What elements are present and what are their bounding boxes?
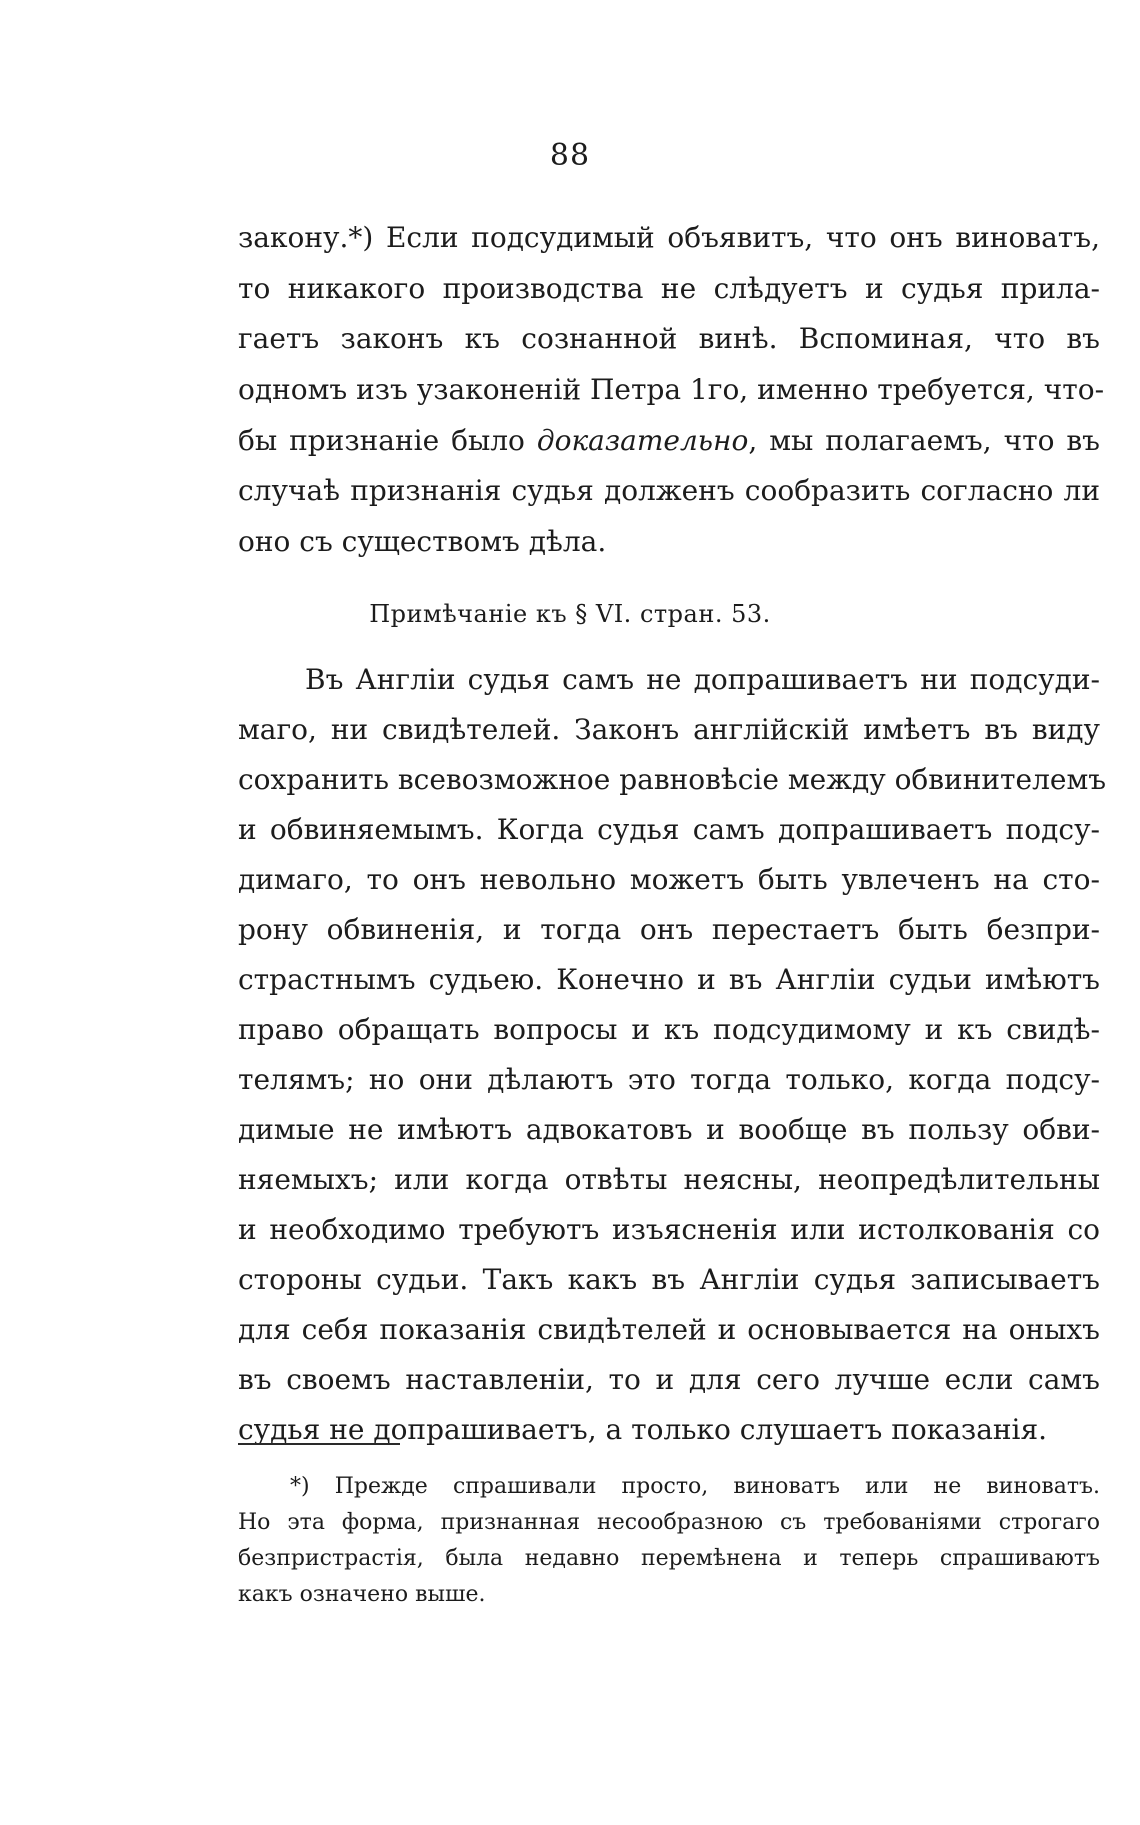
text-line: няемыхъ; или когда отвѣты неясны, неопредѣлительны <box>238 1163 1100 1196</box>
text-line: и обвиняемымъ. Когда судья самъ допрашиваетъ подсу- <box>238 813 1100 846</box>
footnote-line: безпристрастія, была недавно перемѣнена и теперь спрашиваютъ <box>238 1546 1100 1571</box>
text-line: Въ Англіи судья самъ не допрашиваетъ ни подсуди- <box>305 663 1100 696</box>
text-line: телямъ; но они дѣлаютъ это тогда только, когда подсу- <box>238 1063 1100 1096</box>
text-line: оно съ существомъ дѣла. <box>238 525 607 558</box>
page-number: 88 <box>549 138 591 173</box>
text-line: рону обвиненія, и тогда онъ перестаетъ быть безпри- <box>238 913 1100 946</box>
text-fragment: , мы полагаемъ, что въ <box>748 424 1100 457</box>
text-fragment: бы признаніе было <box>238 424 537 457</box>
text-line: димаго, то онъ невольно можетъ быть увлеченъ на сто- <box>238 863 1100 896</box>
text-line: димые не имѣютъ адвокатовъ и вообще въ пользу обви- <box>238 1113 1100 1146</box>
emphasized-word: доказательно <box>536 424 749 457</box>
note-heading: Примѣчаніе къ § VI. стран. 53. <box>369 600 771 628</box>
text-line: для себя показанія свидѣтелей и основывается на оныхъ <box>238 1313 1100 1346</box>
text-line: одномъ изъ узаконеній Петра 1го, именно требуется, что- <box>238 373 1105 406</box>
text-line: и необходимо требуютъ изъясненія или истолкованія со <box>238 1213 1100 1246</box>
text-line-with-emphasis <box>238 421 1100 461</box>
text-line: право обращать вопросы и къ подсудимому и къ свидѣ- <box>238 1013 1100 1046</box>
text-line: то никакого производства не слѣдуетъ и судья прила- <box>238 272 1100 305</box>
footnote-line: Но эта форма, признанная несообразною съ требованіями строгаго <box>238 1510 1100 1535</box>
text-line: гаетъ законъ къ сознанной винѣ. Вспоминая, что въ <box>238 322 1100 355</box>
footnote-separator <box>238 1443 400 1445</box>
text-line: закону.*) Если подсудимый объявитъ, что онъ виноватъ, <box>238 221 1100 254</box>
footnote-line: какъ означено выше. <box>238 1582 486 1607</box>
footnote-line: *) Прежде спрашивали просто, виноватъ или не виноватъ. <box>290 1474 1100 1499</box>
text-line: страстнымъ судьею. Конечно и въ Англіи судьи имѣютъ <box>238 963 1100 996</box>
text-line: маго, ни свидѣтелей. Законъ англійскій имѣетъ въ виду <box>238 713 1100 746</box>
text-line: судья не допрашиваетъ, а только слушаетъ показанія. <box>238 1413 1048 1446</box>
text-line: въ своемъ наставленіи, то и для сего лучше если самъ <box>238 1363 1100 1396</box>
text-line: стороны судьи. Такъ какъ въ Англіи судья записываетъ <box>238 1263 1100 1296</box>
text-line: сохранить всевозможное равновѣсіе между обвинителемъ <box>238 763 1107 796</box>
text-line: случаѣ признанія судья долженъ сообразить согласно ли <box>238 474 1100 507</box>
